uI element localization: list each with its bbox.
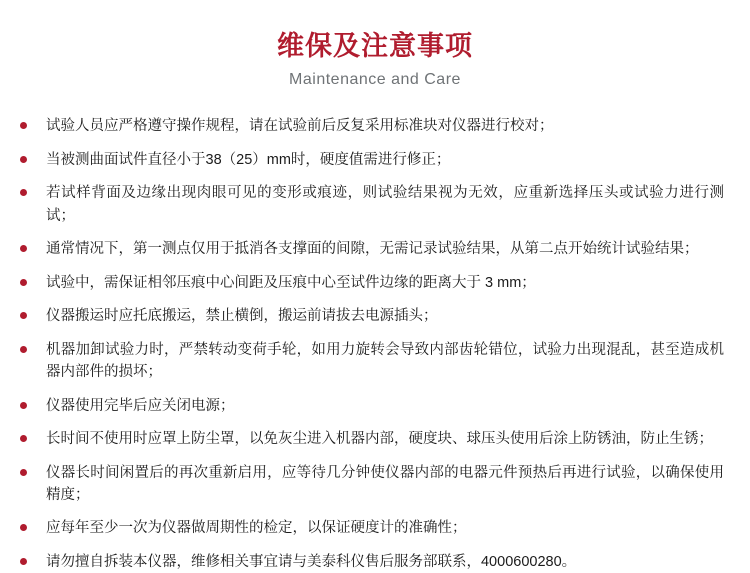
- dot-bullet-icon: [20, 402, 27, 409]
- list-item-text: 通常情况下，第一测点仅用于抵消各支撑面的间隙，无需记录试验结果，从第二点开始统计试验结果；: [46, 241, 699, 258]
- list-item: [0, 517, 750, 539]
- page-title: 维保及注意事项: [277, 31, 473, 61]
- list-item: [0, 395, 750, 417]
- page-header: [0, 0, 750, 89]
- list-item-text: 仪器搬运时应托底搬运，禁止横倒，搬运前请拔去电源插头；: [46, 308, 438, 325]
- dot-bullet-icon: [20, 558, 27, 565]
- dot-bullet-icon: [20, 189, 27, 196]
- list-item-text: 应每年至少一次为仪器做周期性的检定，以保证硬度计的准确性；: [46, 520, 467, 537]
- list-item-text: 仪器长时间闲置后的再次重新启用，应等待几分钟使仪器内部的电器元件预热后再进行试验，以确保使用精度；: [46, 464, 724, 504]
- list-item-text: 试验中，需保证相邻压痕中心间距及压痕中心至试件边缘的距离大于 3 mm；: [46, 274, 536, 291]
- dot-bullet-icon: [20, 122, 27, 129]
- dot-bullet-icon: [20, 469, 27, 476]
- list-item: [0, 238, 750, 260]
- list-item-text: 请勿擅自拆装本仪器，维修相关事宜请与美泰科仪售后服务部联系，4000600280。: [46, 553, 577, 570]
- list-item: [0, 428, 750, 450]
- list-item-text: 仪器使用完毕后应关闭电源；: [46, 397, 235, 414]
- dot-bullet-icon: [20, 346, 27, 353]
- dot-bullet-icon: [20, 279, 27, 286]
- list-item-text: 机器加卸试验力时，严禁转动变荷手轮，如用力旋转会导致内部齿轮错位，试验力出现混乱，甚至造成机器内部件的损坏；: [46, 341, 724, 381]
- list-item: [0, 551, 750, 573]
- list-item-text: 当被测曲面试件直径小于38（25）mm时，硬度值需进行修正；: [46, 151, 451, 168]
- list-item: [0, 182, 750, 227]
- dot-bullet-icon: [20, 312, 27, 319]
- list-item-text: 长时间不使用时应罩上防尘罩，以免灰尘进入机器内部，硬度块、球压头使用后涂上防锈油，防止生锈；: [46, 431, 713, 448]
- maintenance-notes-list: [0, 115, 750, 573]
- list-item: [0, 272, 750, 294]
- page-subtitle: Maintenance and Care: [289, 71, 461, 89]
- list-item-text: 若试样背面及边缘出现肉眼可见的变形或痕迹，则试验结果视为无效，应重新选择压头或试验力进行测试；: [46, 185, 724, 224]
- list-item-text: 试验人员应严格遵守操作规程，请在试验前后反复采用标准块对仪器进行校对；: [46, 118, 554, 135]
- list-item: [0, 149, 750, 171]
- dot-bullet-icon: [20, 524, 27, 531]
- list-item: [0, 115, 750, 137]
- dot-bullet-icon: [20, 245, 27, 252]
- dot-bullet-icon: [20, 156, 27, 163]
- dot-bullet-icon: [20, 435, 27, 442]
- list-item: [0, 462, 750, 507]
- list-item: [0, 305, 750, 327]
- list-item: [0, 339, 750, 384]
